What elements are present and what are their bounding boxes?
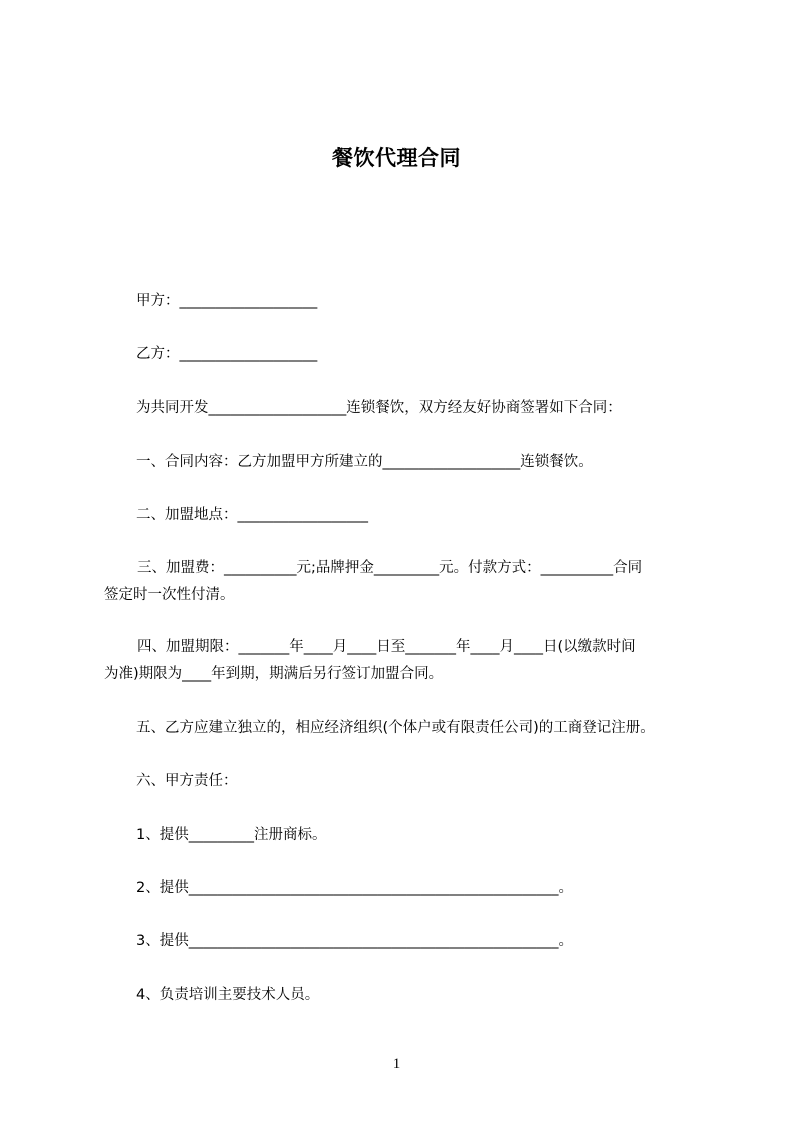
intro-paragraph: 为共同开发___________________连锁餐饮，双方经友好协商签署如下合同： bbox=[136, 400, 622, 416]
clause-4-line-1: 四、加盟期限：_______年____月____日至_______年____月____日(以缴款时间 bbox=[137, 639, 636, 655]
clause-4 bbox=[104, 634, 704, 688]
clause-4-line-2: 为准)期限为____年到期，期满后另行签订加盟合同。 bbox=[104, 666, 444, 682]
party-a-line: 甲方：___________________ bbox=[136, 293, 318, 309]
clause-3-line-1: 三、加盟费：__________元;品牌押金_________元。付款方式：__________合同 bbox=[137, 560, 643, 576]
clause-5: 五、乙方应建立独立的，相应经济组织(个体户或有限责任公司)的工商登记注册。 bbox=[136, 720, 655, 736]
responsibility-item-1: 1、提供_________注册商标。 bbox=[136, 827, 327, 843]
party-b-line: 乙方：___________________ bbox=[136, 346, 318, 362]
clause-3-line-2: 签定时一次性付清。 bbox=[104, 587, 235, 603]
clause-2: 二、加盟地点：__________________ bbox=[136, 507, 368, 523]
responsibility-item-4: 4、负责培训主要技术人员。 bbox=[136, 987, 320, 1003]
document-title: 餐饮代理合同 bbox=[332, 146, 461, 170]
page-number: 1 bbox=[392, 1056, 401, 1072]
clause-6-heading: 六、甲方责任： bbox=[136, 773, 238, 789]
clause-1: 一、合同内容：乙方加盟甲方所建立的___________________连锁餐饮。 bbox=[136, 454, 593, 470]
responsibility-item-3: 3、提供___________________________________________________。 bbox=[136, 933, 573, 949]
clause-3 bbox=[104, 555, 704, 609]
responsibility-item-2: 2、提供___________________________________________________。 bbox=[136, 880, 573, 896]
